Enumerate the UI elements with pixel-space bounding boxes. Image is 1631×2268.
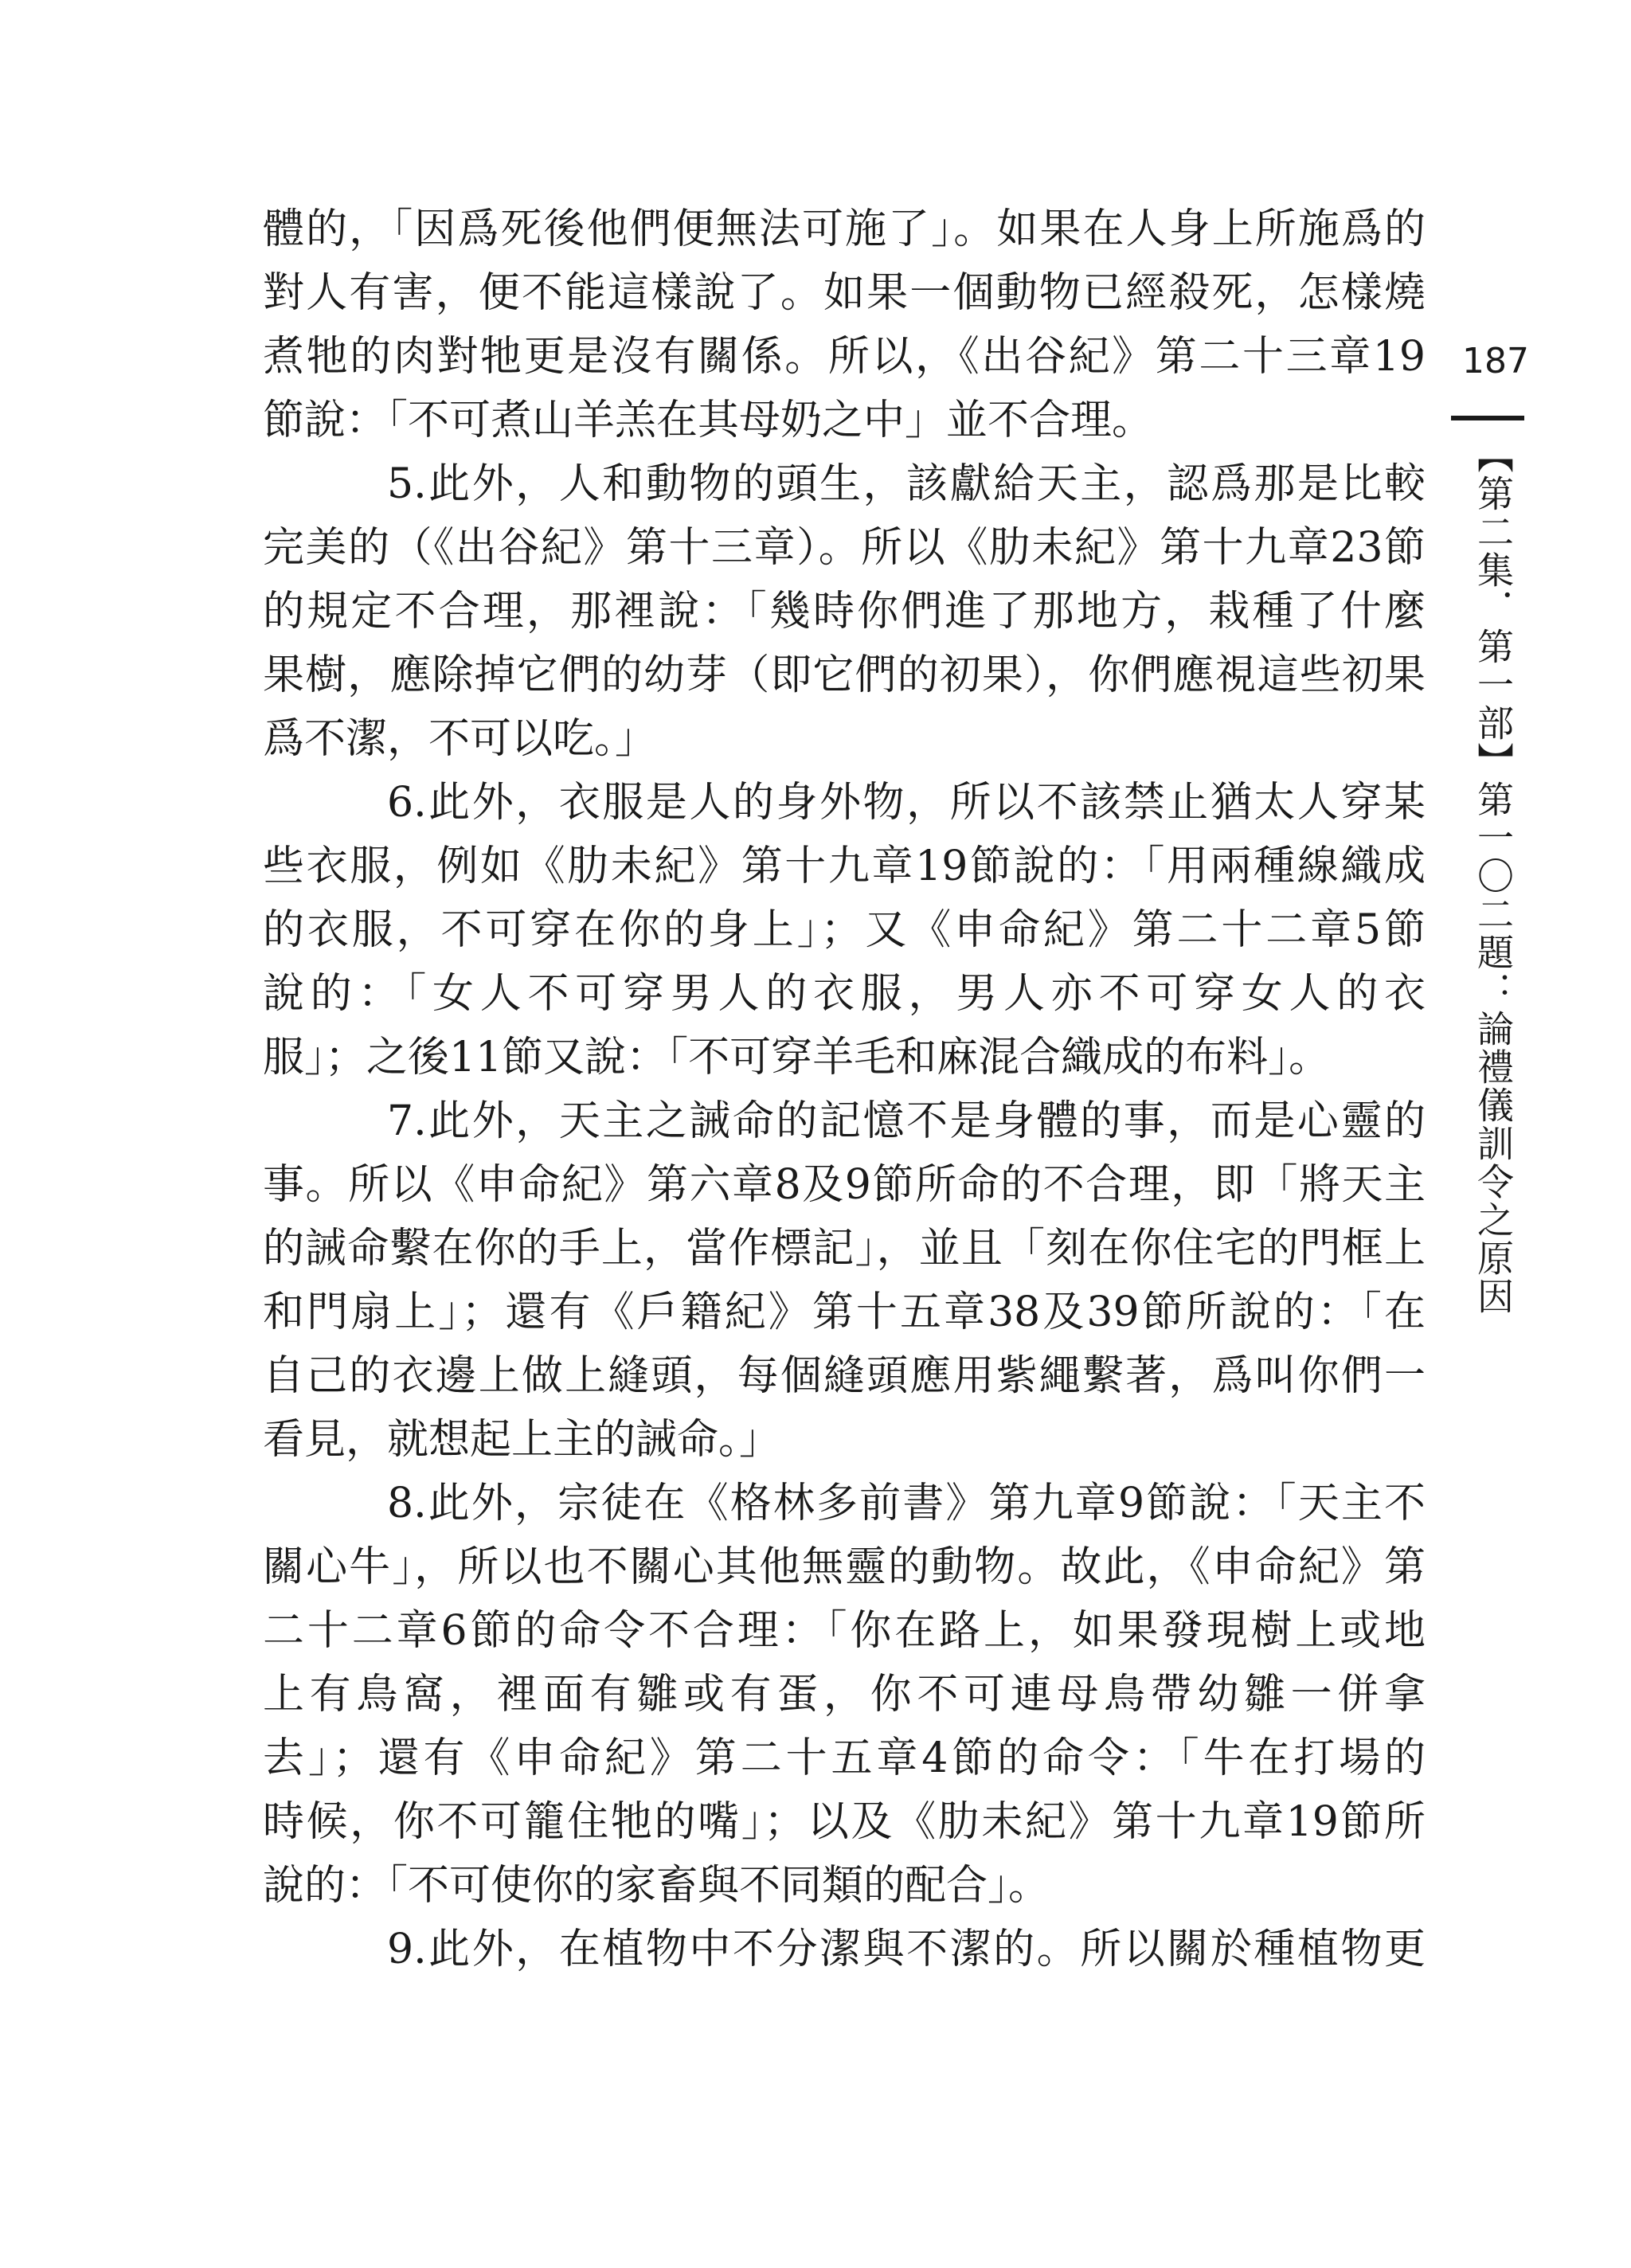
text-line: 些衣服，例如《肋未紀》第十九章19節說的：「用兩種線織成 (263, 843, 1426, 890)
text-line: 爲不潔，不可以吃。」 (263, 715, 657, 763)
text-line: 時候，你不可籠住牠的嘴」；以及《肋未紀》第十九章19節所 (263, 1798, 1426, 1846)
text-line: 上有鳥窩，裡面有雛或有蛋，你不可連母鳥帶幼雛一併拿 (263, 1671, 1426, 1719)
text-line: 事。所以《申命紀》第六章8及9節所命的不合理，即「將天主 (263, 1161, 1426, 1209)
body-text (263, 197, 1426, 1981)
paragraph-8-start: 8.此外，宗徒在《格林多前書》第九章9節說：「天主不 (387, 1480, 1426, 1527)
text-line: 服」；之後11節又說：「不可穿羊毛和麻混合織成的布料」。 (263, 1034, 1331, 1081)
text-line: 和門扇上」；還有《戶籍紀》第十五章38及39節所說的：「在 (263, 1288, 1426, 1336)
text-line: 看見，就想起上主的誡命。」 (263, 1416, 781, 1464)
running-head: 【第二集．第一部】第一〇二題：論禮儀訓令之原因 (1472, 436, 1515, 1316)
text-line: 體的，「因爲死後他們便無法可施了」。如果在人身上所施爲的 (263, 205, 1426, 253)
paragraph-7-start: 7.此外，天主之誡命的記憶不是身體的事，而是心靈的 (387, 1097, 1426, 1145)
text-line: 自己的衣邊上做上縫頭，每個縫頭應用紫繩繫著，爲叫你們一 (263, 1352, 1426, 1400)
text-line: 的衣服，不可穿在你的身上」；又《申命紀》第二十二章5節 (263, 906, 1426, 954)
paragraph-6-start: 6.此外，衣服是人的身外物，所以不該禁止猶太人穿某 (387, 779, 1426, 827)
paragraph-5-start: 5.此外，人和動物的頭生，該獻給天主，認爲那是比較 (387, 460, 1426, 508)
text-line: 的誡命繫在你的手上，當作標記」，並且「刻在你住宅的門框上 (263, 1225, 1426, 1273)
text-line: 的規定不合理，那裡說：「幾時你們進了那地方，栽種了什麼 (263, 588, 1426, 635)
text-line: 煮牠的肉對牠更是沒有關係。所以，《出谷紀》第二十三章19 (263, 333, 1426, 381)
text-line: 對人有害，便不能這樣說了。如果一個動物已經殺死，怎樣燒 (263, 269, 1426, 317)
paragraph-9-start: 9.此外，在植物中不分潔與不潔的。所以關於種植物更 (387, 1926, 1426, 1973)
text-line: 說的：「不可使你的家畜與不同類的配合」。 (263, 1862, 1050, 1910)
text-line: 關心牛」，所以也不關心其他無靈的動物。故此，《申命紀》第 (263, 1543, 1426, 1591)
text-line: 二十二章6節的命令不合理：「你在路上，如果發現樹上或地 (263, 1607, 1426, 1655)
text-line: 果樹，應除掉它們的幼芽（即它們的初果），你們應視這些初果 (263, 651, 1426, 699)
text-line: 去」；還有《申命紀》第二十五章4節的命令：「牛在打場的 (263, 1734, 1426, 1782)
text-line: 節說：「不可煮山羊羔在其母奶之中」並不合理。 (263, 397, 1154, 444)
header-rule (1451, 416, 1524, 420)
page-number: 187 (1462, 341, 1529, 381)
text-line: 說的：「女人不可穿男人的衣服，男人亦不可穿女人的衣 (263, 970, 1426, 1018)
text-line: 完美的（《出谷紀》第十三章）。所以《肋未紀》第十九章23節 (263, 524, 1426, 572)
